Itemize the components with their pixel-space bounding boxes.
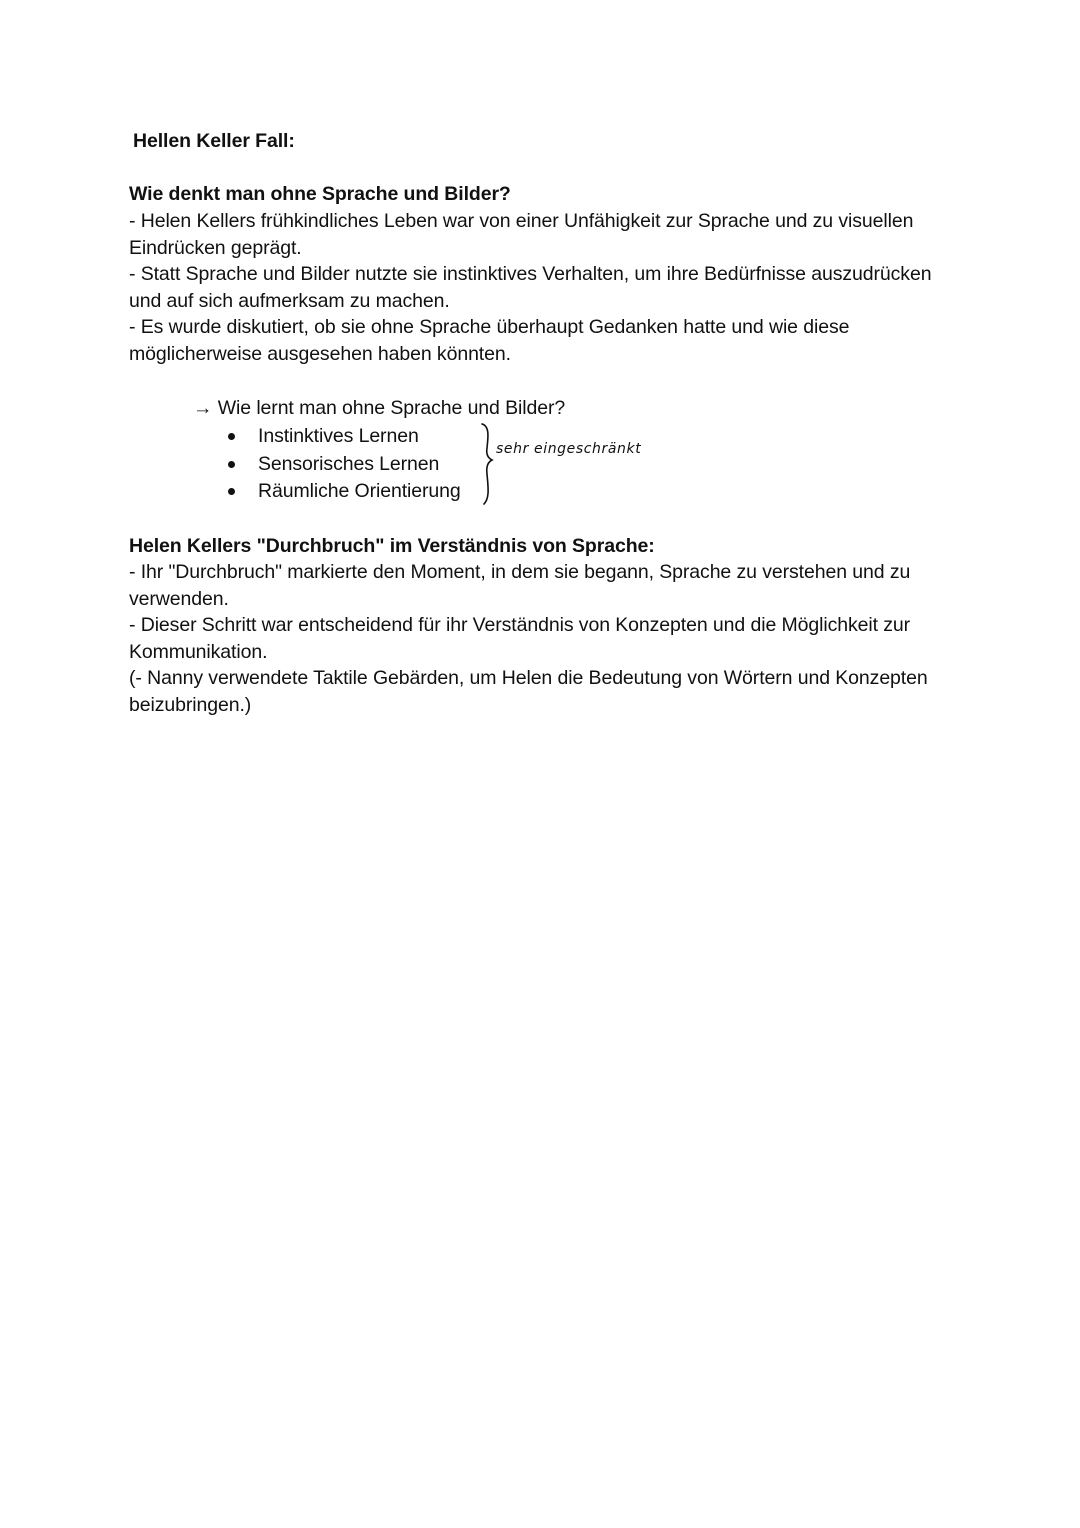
paragraph-line: möglicherweise ausgesehen haben könnten. xyxy=(129,343,511,365)
paragraph-line: - Es wurde diskutiert, ob sie ohne Sprache überhaupt Gedanken hatte und wie diese xyxy=(129,316,850,338)
brace-icon xyxy=(482,424,492,504)
paragraph-line: - Statt Sprache und Bilder nutzte sie instinktives Verhalten, um ihre Bedürfnisse auszudrücken xyxy=(129,263,932,285)
paragraph-line: Kommunikation. xyxy=(129,641,268,663)
paragraph-line: - Helen Kellers frühkindliches Leben war von einer Unfähigkeit zur Sprache und zu visuellen xyxy=(129,210,914,232)
learning-question: → Wie lernt man ohne Sprache und Bilder? xyxy=(193,397,566,419)
paragraph-line: verwenden. xyxy=(129,588,229,610)
section-heading-breakthrough: Helen Kellers "Durchbruch" im Verständnis von Sprache: xyxy=(129,535,655,557)
paragraph-line: Eindrücken geprägt. xyxy=(129,237,302,259)
bullet-dot xyxy=(228,433,235,440)
document-title: Hellen Keller Fall: xyxy=(133,130,295,152)
paragraph-line: (- Nanny verwendete Taktile Gebärden, um Helen die Bedeutung von Wörtern und Konzepten xyxy=(129,667,928,689)
paragraph-line: - Ihr "Durchbruch" markierte den Moment, in dem sie begann, Sprache zu verstehen und zu xyxy=(129,561,911,583)
paragraph-line: beizubringen.) xyxy=(129,694,252,716)
bullet-dot xyxy=(228,488,235,495)
handwritten-note: sehr eingeschränkt xyxy=(496,441,642,457)
bullet-item: Sensorisches Lernen xyxy=(258,453,440,475)
paragraph-line: - Dieser Schritt war entscheidend für ihr Verständnis von Konzepten und die Möglichkeit zur xyxy=(129,614,911,636)
handwritten-annotation xyxy=(476,420,676,510)
paragraph-line: und auf sich aufmerksam zu machen. xyxy=(129,290,450,312)
bullet-item: Instinktives Lernen xyxy=(258,425,419,447)
bullet-dot xyxy=(228,461,235,468)
bullet-item: Räumliche Orientierung xyxy=(258,480,461,502)
section-heading-thinking: Wie denkt man ohne Sprache und Bilder? xyxy=(129,183,511,205)
